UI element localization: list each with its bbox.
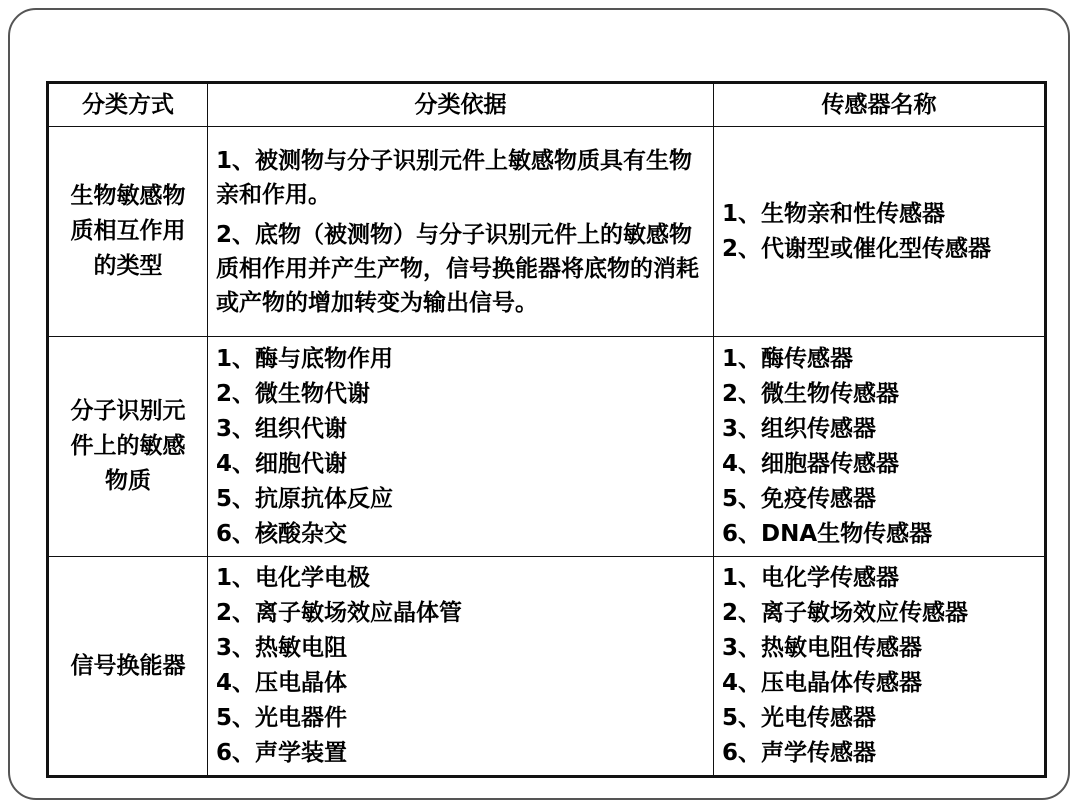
sensor-name-cell xyxy=(714,337,1046,557)
basis-cell xyxy=(208,337,714,557)
sensor-name-item: 4、细胞器传感器 xyxy=(722,450,900,477)
basis-cell xyxy=(208,127,714,337)
table-row xyxy=(48,557,1046,777)
sensor-name-item: 6、声学传感器 xyxy=(722,740,877,766)
sensor-name-item: 2、离子敏场效应传感器 xyxy=(722,600,969,626)
sensor-name-item: 1、生物亲和性传感器 xyxy=(722,200,946,227)
header-method: 分类方式 xyxy=(48,83,208,127)
basis-item: 4、压电晶体 xyxy=(216,670,348,696)
table-row xyxy=(48,127,1046,337)
basis-item: 1、酶与底物作用 xyxy=(216,345,394,372)
sensor-name-cell xyxy=(714,557,1046,777)
basis-item: 2、离子敏场效应晶体管 xyxy=(216,600,463,626)
sensor-name-item: 4、压电晶体传感器 xyxy=(722,670,923,696)
sensor-name-item: 6、DNA生物传感器 xyxy=(722,520,933,547)
sensor-name-item: 2、微生物传感器 xyxy=(722,380,900,407)
category-cell: 信号换能器 xyxy=(48,557,208,777)
sensor-name-item: 3、热敏电阻传感器 xyxy=(722,635,923,661)
basis-item: 4、细胞代谢 xyxy=(216,450,348,477)
sensor-name-item: 5、光电传感器 xyxy=(722,705,877,731)
category-cell: 分子识别元件上的敏感物质 xyxy=(48,337,208,557)
table-row xyxy=(48,337,1046,557)
category-cell: 生物敏感物质相互作用的类型 xyxy=(48,127,208,337)
basis-item: 6、核酸杂交 xyxy=(216,520,348,547)
sensor-name-item: 1、电化学传感器 xyxy=(722,565,900,591)
classification-table xyxy=(46,81,1047,778)
basis-item: 5、抗原抗体反应 xyxy=(216,485,394,512)
basis-item: 1、被测物与分子识别元件上敏感物质具有生物亲和作用。 xyxy=(216,147,693,208)
basis-item: 5、光电器件 xyxy=(216,705,348,731)
basis-item: 3、热敏电阻 xyxy=(216,635,348,661)
header-sensor-name: 传感器名称 xyxy=(714,83,1046,127)
header-row xyxy=(48,83,1046,127)
sensor-name-item: 5、免疫传感器 xyxy=(722,485,877,512)
basis-item: 2、微生物代谢 xyxy=(216,380,371,407)
basis-cell xyxy=(208,557,714,777)
basis-item: 1、电化学电极 xyxy=(216,565,371,591)
sensor-name-item: 3、组织传感器 xyxy=(722,415,877,442)
basis-item: 2、底物（被测物）与分子识别元件上的敏感物质相作用并产生产物，信号换能器将底物的消耗或产物的增加转变为输出信号。 xyxy=(216,221,699,316)
sensor-name-item: 1、酶传感器 xyxy=(722,345,854,372)
sensor-name-cell xyxy=(714,127,1046,337)
sensor-name-item: 2、代谢型或催化型传感器 xyxy=(722,235,992,262)
basis-item: 6、声学装置 xyxy=(216,740,348,766)
basis-item: 3、组织代谢 xyxy=(216,415,348,442)
header-basis: 分类依据 xyxy=(208,83,714,127)
